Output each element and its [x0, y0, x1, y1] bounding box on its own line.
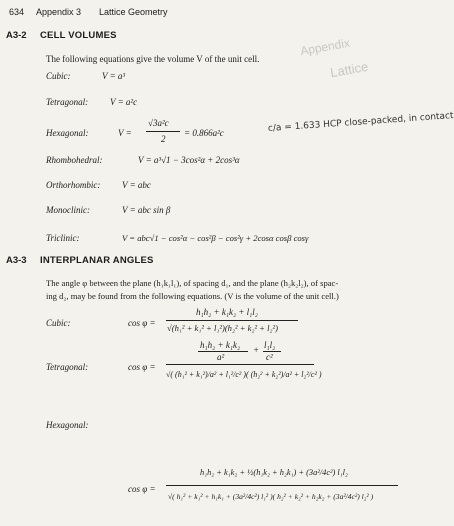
- eq-hexagonal-num: √3a²c: [148, 118, 169, 128]
- fraction-bar: [166, 485, 398, 486]
- eq-triclinic: V = abc√1 − cos²α − cos²β − cos²γ + 2cosα cosβ cosγ: [122, 233, 309, 243]
- label-hexagonal-angle: Hexagonal:: [46, 420, 89, 430]
- eq-cubic: V = a³: [102, 71, 126, 81]
- cubic-numerator: h₁h₂ + k₁k₂ + l₁l₂: [196, 307, 258, 317]
- label-cubic-angle: Cubic:: [46, 318, 71, 328]
- plus-sign: +: [253, 345, 260, 355]
- eq-hexagonal-den: 2: [161, 134, 166, 144]
- tetragonal-num-b: l₁l₂: [264, 340, 276, 350]
- page-number: 634: [9, 7, 25, 17]
- section-intro: The following equations give the volume V of the unit cell.: [46, 54, 260, 64]
- label-cubic: Cubic:: [46, 71, 71, 81]
- running-title: Lattice Geometry: [99, 7, 168, 17]
- eq-tetragonal: V = a²c: [110, 97, 138, 107]
- label-triclinic: Triclinic:: [46, 233, 80, 243]
- section-title: CELL VOLUMES: [40, 30, 117, 41]
- appendix-label: Appendix 3: [36, 7, 82, 17]
- hexagonal-denominator: √( h₁² + k₁² + h₁k₁ + (3a²/4c²) l₁² )( h₂² + k₂² + h₂k₂ + (3a²/4c²) l₂² ): [168, 492, 374, 501]
- section-intro-line2: ing d₂, may be found from the following equations. (V is the volume of the unit cell.): [46, 291, 339, 301]
- eq-hexagonal-suffix: = 0.866a²c: [184, 128, 224, 138]
- cubic-denominator: √(h₁² + k₁² + l₁²)(h₂² + k₂² + l₂²): [167, 323, 278, 333]
- label-orthorhombic: Orthorhombic:: [46, 180, 101, 190]
- eq-rhombohedral: V = a³√1 − 3cos²α + 2cos³α: [138, 155, 240, 165]
- fraction-bar: [166, 320, 298, 321]
- bleed-text: Appendix: [299, 35, 351, 59]
- bleed-text: Lattice: [328, 58, 370, 81]
- hexagonal-numerator: h₁h₂ + k₁k₂ + ½(h₁k₂ + h₂k₁) + (3a²/4c²) l₁l₂: [200, 468, 348, 477]
- section-title: INTERPLANAR ANGLES: [40, 255, 154, 266]
- fraction-bar: [166, 364, 314, 365]
- handwritten-note: c/a = 1.633 HCP close-packed, in contact: [267, 111, 454, 134]
- label-hexagonal: Hexagonal:: [46, 128, 89, 138]
- cos-phi-lhs: cos φ =: [128, 318, 156, 328]
- label-monoclinic: Monoclinic:: [46, 205, 90, 215]
- cos-phi-lhs: cos φ =: [128, 484, 156, 494]
- eq-orthorhombic: V = abc: [122, 180, 151, 190]
- tetragonal-denominator: √( (h₁² + k₁²)/a² + l₁²/c² )( (h₂² + k₂²)/a² + l₂²/c² ): [166, 370, 322, 379]
- eq-monoclinic: V = abc sin β: [122, 205, 171, 215]
- label-tetragonal: Tetragonal:: [46, 97, 89, 107]
- tetragonal-num-a: h₁h₂ + k₁k₂: [200, 340, 241, 350]
- tetragonal-num-b-den: c²: [266, 352, 273, 362]
- section-number: A3-3: [6, 255, 27, 266]
- tetragonal-num-a-den: a²: [217, 352, 225, 362]
- cos-phi-lhs: cos φ =: [128, 362, 156, 372]
- eq-hexagonal-prefix: V =: [118, 128, 132, 138]
- fraction-bar: [146, 131, 180, 132]
- label-rhombohedral: Rhombohedral:: [46, 155, 103, 165]
- label-tetragonal-angle: Tetragonal:: [46, 362, 89, 372]
- section-number: A3-2: [6, 30, 27, 41]
- section-intro-line1: The angle φ between the plane (h₁k₁l₁), of spacing d₁, and the plane (h₂k₂l₂), of spac-: [46, 278, 339, 288]
